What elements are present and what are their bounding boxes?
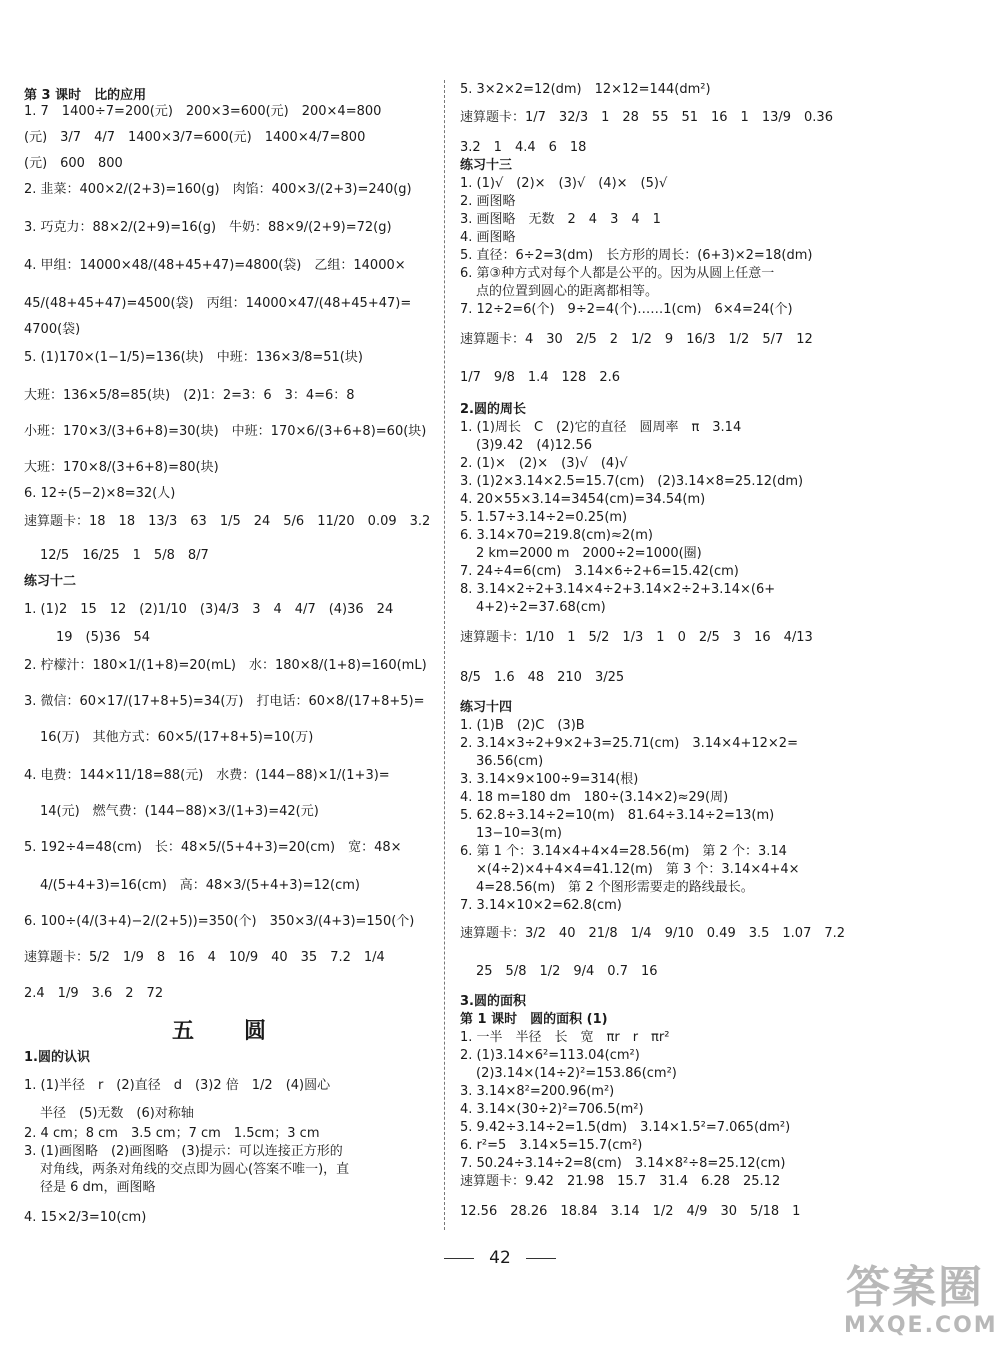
answer-line: 点的位置到圆心的距离都相等。 <box>476 284 659 299</box>
answer-line: 3. 3.14×9×100÷9=314(根) <box>460 772 639 787</box>
answer-line: 4. 20×55×3.14=3454(cm)=34.54(m) <box>460 492 706 507</box>
answer-line: 速算题卡：1/10 1 5/2 1/3 1 0 2/5 3 16 4/13 <box>460 630 813 645</box>
answer-line: 7. 50.24÷3.14÷2=8(cm) 3.14×8²÷8=25.12(cm) <box>460 1156 786 1171</box>
answer-line: 4=28.56(m) 第 2 个图形需要走的路线最长。 <box>476 880 754 895</box>
answer-line: 6. 12÷(5−2)×8=32(人) <box>24 486 176 501</box>
answer-line: 7. 3.14×10×2=62.8(cm) <box>460 898 622 913</box>
answer-line: 4700(袋) <box>24 322 81 337</box>
answer-line: 12.56 28.26 18.84 3.14 1/2 4/9 30 5/18 1 <box>460 1204 801 1219</box>
answer-line: 5. 62.8÷3.14÷2=10(m) 81.64÷3.14÷2=13(m) <box>460 808 775 823</box>
answer-line: 16(万) 其他方式：60×5/(17+8+5)=10(万) <box>40 730 314 745</box>
answer-line: 4/(5+4+3)=16(cm) 高：48×3/(5+4+3)=12(cm) <box>40 878 360 893</box>
column-divider <box>444 80 445 1230</box>
answer-line: 8. 3.14×2÷2+3.14×4÷2+3.14×2÷2+3.14×(6+ <box>460 582 776 597</box>
heading-line: 练习十四 <box>460 700 513 715</box>
answer-line: 4+2)÷2=37.68(cm) <box>476 600 606 615</box>
answer-line: ×(4÷2)×4+4×4=41.12(m) 第 3 个：3.14×4+4× <box>476 862 800 877</box>
watermark-logo <box>844 1262 998 1355</box>
answer-line: 2. (1)× (2)× (3)√ (4)√ <box>460 456 628 471</box>
answer-line: 3. 巧克力：88×2/(2+9)=16(g) 牛奶：88×9/(2+9)=72(g) <box>24 220 392 235</box>
answer-line: 8/5 1.6 48 210 3/25 <box>460 670 625 685</box>
footer-dash-left <box>444 1258 474 1259</box>
answer-line: 1. 一半 半径 长 宽 πr r πr² <box>460 1030 670 1045</box>
answer-line: (3)9.42 (4)12.56 <box>476 438 592 453</box>
answer-line: 19 (5)36 54 <box>56 630 151 645</box>
heading-line: 第 1 课时 圆的面积 (1) <box>460 1012 608 1027</box>
answer-line: 4. 15×2/3=10(cm) <box>24 1210 147 1225</box>
answer-line: 36.56(cm) <box>476 754 544 769</box>
heading-line: 练习十三 <box>460 158 513 173</box>
answer-line: 大班：136×5/8=85(块) (2)1：2=3：6 3：4=6：8 <box>24 388 355 403</box>
answer-line: 5. 直径：6÷2=3(dm) 长方形的周长：(6+3)×2=18(dm) <box>460 248 813 263</box>
answer-line: 2. 4 cm；8 cm 3.5 cm；7 cm 1.5cm；3 cm <box>24 1126 320 1141</box>
answer-line: 45/(48+45+47)=4500(袋) 丙组：14000×47/(48+45+47)= <box>24 296 412 311</box>
answer-line: 5. 1.57÷3.14÷2=0.25(m) <box>460 510 628 525</box>
answer-line: 速算题卡：18 18 13/3 63 1/5 24 5/6 11/20 0.09 3.2 <box>24 514 431 529</box>
answer-line: 2. 画图略 <box>460 194 516 209</box>
answer-line: 14(元) 燃气费：(144−88)×3/(1+3)=42(元) <box>40 804 319 819</box>
answer-line: 4. 18 m=180 dm 180÷(3.14×2)≈29(周) <box>460 790 729 805</box>
answer-line: 大班：170×8/(3+6+8)=80(块) <box>24 460 219 475</box>
heading-line: 练习十二 <box>24 574 77 589</box>
answer-line: 速算题卡：3/2 40 21/8 1/4 9/10 0.49 3.5 1.07 7.2 <box>460 926 846 941</box>
answer-line: 2. 3.14×3÷2+9×2+3=25.71(cm) 3.14×4+12×2= <box>460 736 798 751</box>
heading-line: 2.圆的周长 <box>460 402 526 417</box>
heading-line: 第 3 课时 比的应用 <box>24 88 147 103</box>
answer-line: 4. 电费：144×11/18=88(元) 水费：(144−88)×1/(1+3)= <box>24 768 390 783</box>
answer-line: 2 km=2000 m 2000÷2=1000(圈) <box>476 546 702 561</box>
section-title: 五 圆 <box>172 1019 281 1044</box>
answer-line: 1. (1)2 15 12 (2)1/10 (3)4/3 3 4 4/7 (4)36 24 <box>24 602 394 617</box>
answer-line: 1/7 9/8 1.4 128 2.6 <box>460 370 621 385</box>
watermark-top: 答案圈 <box>846 1262 984 1313</box>
answer-line: 6. r²=5 3.14×5=15.7(cm²) <box>460 1138 643 1153</box>
answer-line: 5. (1)170×(1−1/5)=136(块) 中班：136×3/8=51(块) <box>24 350 363 365</box>
answer-line: 对角线，两条对角线的交点即为圆心(答案不唯一)，直 <box>40 1162 350 1177</box>
answer-line: 3. (1)2×3.14×2.5=15.7(cm) (2)3.14×8=25.12(dm) <box>460 474 804 489</box>
answer-line: 4. 甲组：14000×48/(48+45+47)=4800(袋) 乙组：14000× <box>24 258 406 273</box>
answer-line: 3. 微信：60×17/(17+8+5)=34(万) 打电话：60×8/(17+8+5)= <box>24 694 425 709</box>
answer-line: 2.4 1/9 3.6 2 72 <box>24 986 164 1001</box>
answer-line: (元) 3/7 4/7 1400×3/7=600(元) 1400×4/7=800 <box>24 130 366 145</box>
answer-line: 速算题卡：1/7 32/3 1 28 55 51 16 1 13/9 0.36 <box>460 110 833 125</box>
answer-line: 13−10=3(m) <box>476 826 562 841</box>
answer-line: 3. 画图略 无数 2 4 3 4 1 <box>460 212 661 227</box>
answer-line: 3. (1)画图略 (2)画图略 (3)提示：可以连接正方形的 <box>24 1144 343 1159</box>
answer-line: 3.2 1 4.4 6 18 <box>460 140 587 155</box>
answer-line: 12/5 16/25 1 5/8 8/7 <box>40 548 209 563</box>
answer-line: 7. 24÷4=6(cm) 3.14×6÷2+6=15.42(cm) <box>460 564 739 579</box>
answer-line: 5. 192÷4=48(cm) 长：48×5/(5+4+3)=20(cm) 宽：48× <box>24 840 402 855</box>
answer-line: 6. 3.14×70=219.8(cm)≈2(m) <box>460 528 653 543</box>
answer-line: 速算题卡：5/2 1/9 8 16 4 10/9 40 35 7.2 1/4 <box>24 950 385 965</box>
answer-line: 1. (1)周长 C (2)它的直径 圆周率 π 3.14 <box>460 420 742 435</box>
answer-line: (元) 600 800 <box>24 156 123 171</box>
answer-line: 速算题卡：4 30 2/5 2 1/2 9 16/3 1/2 5/7 12 <box>460 332 813 347</box>
answer-line: 速算题卡：9.42 21.98 15.7 31.4 6.28 25.12 <box>460 1174 781 1189</box>
answer-line: 1. (1)√ (2)× (3)√ (4)× (5)√ <box>460 176 668 191</box>
answer-line: 1. 7 1400÷7=200(元) 200×3=600(元) 200×4=800 <box>24 104 382 119</box>
answer-line: 6. 100÷(4/(3+4)−2/(2+5))=350(个) 350×3/(4+3)=150(个) <box>24 914 415 929</box>
answer-line: 5. 9.42÷3.14÷2=1.5(dm) 3.14×1.5²=7.065(dm²) <box>460 1120 791 1135</box>
answer-line: 5. 3×2×2=12(dm) 12×12=144(dm²) <box>460 82 711 97</box>
answer-line: 4. 3.14×(30÷2)²=706.5(m²) <box>460 1102 644 1117</box>
answer-line: 1. (1)B (2)C (3)B <box>460 718 585 733</box>
answer-line: 6. 第③种方式对每个人都是公平的。因为从圆上任意一 <box>460 266 775 281</box>
answer-line: 1. (1)半径 r (2)直径 d (3)2 倍 1/2 (4)圆心 <box>24 1078 331 1093</box>
answer-line: 2. (1)3.14×6²=113.04(cm²) <box>460 1048 640 1063</box>
answer-line: 径是 6 dm，画图略 <box>40 1180 156 1195</box>
answer-line: 2. 韭菜：400×2/(2+3)=160(g) 肉馅：400×3/(2+3)=240(g) <box>24 182 412 197</box>
answer-line: 3. 3.14×8²=200.96(m²) <box>460 1084 615 1099</box>
answer-line: 小班：170×3/(3+6+8)=30(块) 中班：170×6/(3+6+8)=60(块) <box>24 424 427 439</box>
answer-line: 半径 (5)无数 (6)对称轴 <box>40 1106 194 1121</box>
answer-line: 2. 柠檬汁：180×1/(1+8)=20(mL) 水：180×8/(1+8)=160(mL) <box>24 658 427 673</box>
watermark-bottom: MXQE.COM <box>844 1313 998 1338</box>
answer-line: 6. 第 1 个：3.14×4+4×4=28.56(m) 第 2 个：3.14 <box>460 844 787 859</box>
answer-line: 25 5/8 1/2 9/4 0.7 16 <box>476 964 658 979</box>
heading-line: 1.圆的认识 <box>24 1050 90 1065</box>
answer-line: (2)3.14×(14÷2)²=153.86(cm²) <box>476 1066 677 1081</box>
answer-line: 4. 画图略 <box>460 230 516 245</box>
page-number: 42 <box>489 1248 511 1268</box>
footer-dash-right <box>526 1258 556 1259</box>
answer-line: 7. 12÷2=6(个) 9÷2=4(个)……1(cm) 6×4=24(个) <box>460 302 793 317</box>
heading-line: 3.圆的面积 <box>460 994 526 1009</box>
